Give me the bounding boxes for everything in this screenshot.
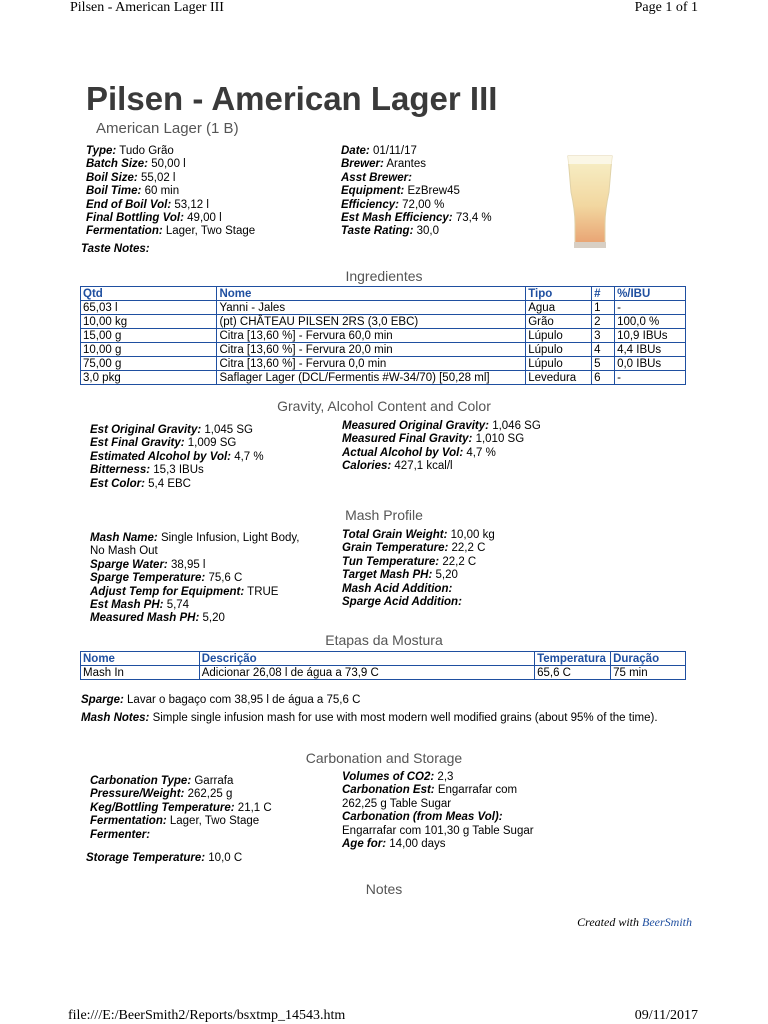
- info-row: Est Final Gravity: 1,009 SG: [90, 437, 237, 450]
- info-row: Fermentation: Lager, Two Stage: [86, 225, 256, 238]
- mash-left: [90, 532, 299, 626]
- info-row: Batch Size: 50,00 l: [86, 158, 186, 171]
- column-header: Nome: [81, 652, 200, 666]
- beersmith-link[interactable]: BeerSmith: [642, 915, 692, 929]
- table-row: 10,00 g Citra [13,60 %] - Fervura 20,0 min Lúpulo 4 4,4 IBUs: [81, 343, 686, 357]
- info-row: Est Mash Efficiency: 73,4 %: [341, 212, 492, 225]
- info-row: Bitterness: 15,3 IBUs: [90, 464, 204, 477]
- info-row: Pressure/Weight: 262,25 g: [90, 788, 233, 801]
- mash-right: [342, 529, 495, 609]
- carbonation-heading: Carbonation and Storage: [305, 750, 463, 766]
- column-header: Temperatura: [535, 652, 611, 666]
- notes-heading: Notes: [365, 881, 403, 897]
- info-row: Est Mash PH: 5,74: [90, 599, 190, 612]
- mash-steps-table: [80, 651, 686, 680]
- mash-heading: Mash Profile: [345, 507, 423, 523]
- print-date: 09/11/2017: [634, 1008, 698, 1023]
- recipe-info-left: [86, 145, 255, 239]
- mash-notes: Mash Notes: Simple single infusion mash for use with most modern well modified grains (about 95% of the time).: [81, 712, 658, 724]
- info-row: Age for: 14,00 days: [342, 838, 446, 851]
- column-header: Nome: [217, 287, 526, 301]
- info-row: Brewer: Arantes: [341, 158, 427, 171]
- table-row: 65,03 l Yanni - Jales Agua 1 -: [81, 301, 686, 315]
- info-row: Carbonation Est: Engarrafar com: [342, 784, 518, 797]
- info-row: Asst Brewer:: [341, 171, 412, 184]
- info-row: Carbonation (from Meas Vol):: [342, 811, 503, 824]
- info-row: Mash Acid Addition:: [342, 582, 453, 595]
- recipe-style: American Lager (1 B): [96, 120, 239, 137]
- info-row: Sparge Temperature: 75,6 C: [90, 572, 243, 585]
- beer-glass-icon: [565, 152, 615, 252]
- storage-temperature: Storage Temperature: 10,0 C: [86, 852, 243, 864]
- taste-notes: Taste Notes:: [81, 243, 150, 255]
- recipe-info-right: [341, 145, 492, 239]
- mash-steps-heading: Etapas da Mostura: [325, 632, 443, 648]
- table-row: 10,00 kg (pt) CHÂTEAU PILSEN 2RS (3,0 EBC) Grão 2 100,0 %: [81, 315, 686, 329]
- info-row: Est Color: 5,4 EBC: [90, 477, 191, 490]
- info-row: Boil Time: 60 min: [86, 185, 180, 198]
- info-row: Target Mash PH: 5,20: [342, 569, 458, 582]
- info-row: Sparge Water: 38,95 l: [90, 558, 206, 571]
- info-row: Equipment: EzBrew45: [341, 185, 460, 198]
- ingredients-table: [80, 286, 686, 385]
- info-row: Adjust Temp for Equipment: TRUE: [90, 585, 279, 598]
- carbonation-left: [90, 775, 272, 842]
- column-header: Duração: [611, 652, 686, 666]
- info-row: Measured Mash PH: 5,20: [90, 612, 225, 625]
- sparge-line: Sparge: Lavar o bagaço com 38,95 l de água a 75,6 C: [81, 694, 361, 706]
- info-row: Grain Temperature: 22,2 C: [342, 542, 486, 555]
- info-row: Sparge Acid Addition:: [342, 596, 462, 609]
- info-row: Tun Temperature: 22,2 C: [342, 555, 477, 568]
- ingredients-heading: Ingredientes: [345, 268, 423, 284]
- created-with: Created with BeerSmith: [577, 915, 692, 929]
- info-row: Date: 01/11/17: [341, 145, 417, 157]
- info-row: Measured Original Gravity: 1,046 SG: [342, 420, 541, 432]
- info-row: Engarrafar com 101,30 g Table Sugar: [342, 824, 534, 837]
- browser-print-title: Pilsen - American Lager III: [70, 0, 224, 15]
- gravity-right: [342, 420, 541, 474]
- column-header: Descrição: [199, 652, 534, 666]
- table-row: 15,00 g Citra [13,60 %] - Fervura 60,0 min Lúpulo 3 10,9 IBUs: [81, 329, 686, 343]
- table-row: 3,0 pkg Saflager Lager (DCL/Fermentis #W-34/70) [50,28 ml] Levedura 6 -: [81, 371, 686, 385]
- info-row: Actual Alcohol by Vol: 4,7 %: [342, 446, 496, 459]
- info-row: Fermenter:: [90, 828, 151, 841]
- column-header: %/IBU: [615, 287, 686, 301]
- info-row: Taste Rating: 30,0: [341, 225, 439, 238]
- gravity-heading: Gravity, Alcohol Content and Color: [277, 398, 491, 414]
- column-header: Qtd: [81, 287, 217, 301]
- info-row: Volumes of CO2: 2,3: [342, 771, 454, 783]
- info-row: End of Boil Vol: 53,12 l: [86, 198, 209, 211]
- page-number: Page 1 of 1: [634, 0, 698, 15]
- info-row: Mash Name: Single Infusion, Light Body,: [90, 532, 300, 544]
- column-header: #: [592, 287, 615, 301]
- info-row: Est Original Gravity: 1,045 SG: [90, 424, 253, 436]
- table-row: Mash In Adicionar 26,08 l de água a 73,9 C 65,6 C 75 min: [81, 666, 686, 680]
- info-row: Estimated Alcohol by Vol: 4,7 %: [90, 450, 264, 463]
- info-row: Keg/Bottling Temperature: 21,1 C: [90, 801, 272, 814]
- carbonation-right: [342, 771, 534, 851]
- info-row: Measured Final Gravity: 1,010 SG: [342, 433, 525, 446]
- table-header-row: [81, 287, 686, 301]
- info-row: No Mash Out: [90, 545, 158, 558]
- table-row: 75,00 g Citra [13,60 %] - Fervura 0,0 min Lúpulo 5 0,0 IBUs: [81, 357, 686, 371]
- info-row: Boil Size: 55,02 l: [86, 171, 176, 184]
- info-row: 262,25 g Table Sugar: [342, 797, 452, 810]
- recipe-title: Pilsen - American Lager III: [86, 80, 498, 117]
- info-row: Type: Tudo Grão: [86, 145, 174, 157]
- info-row: Fermentation: Lager, Two Stage: [90, 815, 260, 828]
- info-row: Carbonation Type: Garrafa: [90, 775, 234, 787]
- column-header: Tipo: [526, 287, 592, 301]
- info-row: Efficiency: 72,00 %: [341, 198, 445, 211]
- gravity-left: [90, 424, 264, 491]
- info-row: Calories: 427,1 kcal/l: [342, 460, 453, 473]
- info-row: Total Grain Weight: 10,00 kg: [342, 529, 495, 541]
- info-row: Final Bottling Vol: 49,00 l: [86, 212, 222, 225]
- table-header-row: [81, 652, 686, 666]
- file-path: file:///E:/BeerSmith2/Reports/bsxtmp_14543.htm: [68, 1008, 346, 1023]
